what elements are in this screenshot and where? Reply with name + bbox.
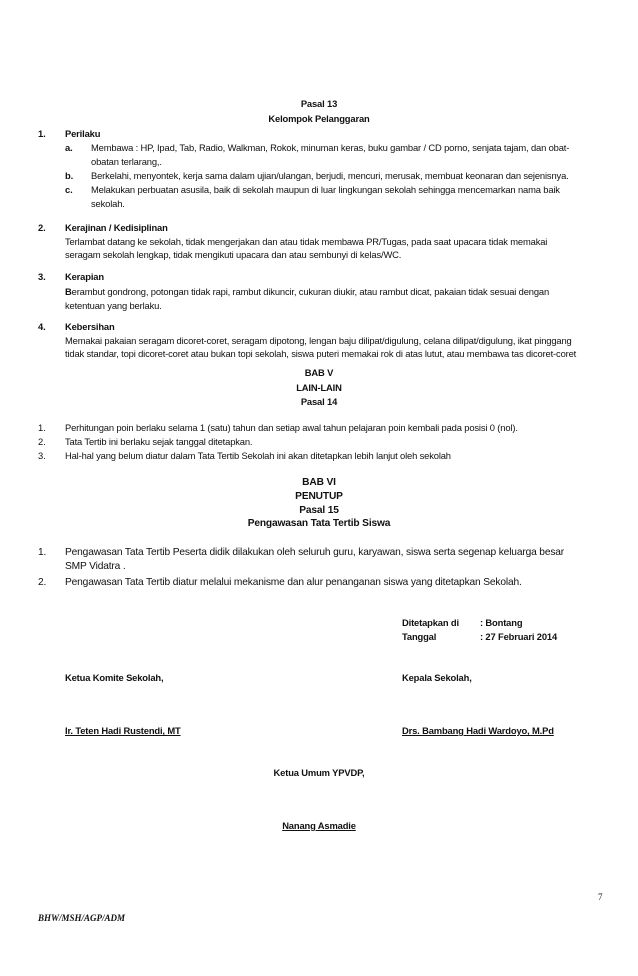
- bab-6-pasal: Pasal 15: [299, 505, 339, 516]
- ditetapkan-label: Ditetapkan di: [402, 617, 459, 628]
- bab-5-item-1-text: Perhitungan poin berlaku selama 1 (satu) tahun dan setiap awal tahun pelajaran poin kembali pada posisi 0 (nol).: [65, 422, 518, 433]
- ketua-title: Ketua Umum YPVDP,: [273, 767, 365, 778]
- section-3-heading: Kerapian: [65, 271, 104, 282]
- item-b-letter: b.: [65, 170, 74, 181]
- section-4-number: 4.: [38, 321, 46, 332]
- section-4-heading: Kebersihan: [65, 321, 115, 332]
- kepala-name: Drs. Bambang Hadi Wardoyo, M.Pd: [402, 725, 554, 736]
- section-3-number: 3.: [38, 271, 46, 282]
- bab-6-item-2-text: Pengawasan Tata Tertib diatur melalui mekanisme dan alur penanganan siswa yang ditetapkan Sekolah.: [65, 577, 522, 588]
- pasal-13-subtitle: Kelompok Pelanggaran: [268, 113, 370, 124]
- section-3-line-2: ketentuan yang berlaku.: [65, 300, 162, 311]
- item-a-letter: a.: [65, 142, 73, 153]
- section-2-heading: Kerajinan / Kedisiplinan: [65, 222, 168, 233]
- bab-6-item-1-line-2: SMP Vidatra .: [65, 561, 126, 572]
- section-4-line-2: tidak standar, topi dicoret-coret atau bukan topi sekolah, siswa puteri memakai rok di atas lutut, atau membawa tas dicoret-coret: [65, 348, 577, 359]
- bab-5-item-2-text: Tata Tertib ini berlaku sejak tanggal ditetapkan.: [65, 436, 253, 447]
- bab-5-subtitle: LAIN-LAIN: [296, 382, 342, 393]
- bab-6-subtitle: PENUTUP: [295, 491, 343, 502]
- ditetapkan-value: : Bontang: [480, 617, 523, 628]
- ketua-name: Nanang Asmadie: [282, 820, 356, 831]
- document-code: BHW/MSH/AGP/ADM: [38, 913, 126, 923]
- section-2-line-2: seragam sekolah lengkap, tidak mengikuti upacara dan atau sembunyi di kelas/WC.: [65, 249, 402, 260]
- bab-6-item-1-line-1: Pengawasan Tata Tertib Peserta didik dilakukan oleh seluruh guru, karyawan, siswa serta segenap keluarga besar: [65, 547, 565, 558]
- ketua-name-wrap: [0, 819, 638, 832]
- bab-5-item-1-number: 1.: [38, 422, 46, 433]
- page-number: 7: [598, 892, 603, 902]
- item-a-line-2: obatan terlarang,.: [91, 156, 162, 167]
- tanggal-value: : 27 Februari 2014: [480, 631, 558, 642]
- item-b-line-1: Berkelahi, menyontek, kerja sama dalam ujian/ulangan, berjudi, mencuri, merusak, membuat keonaran dan sejenisnya.: [91, 170, 569, 181]
- tanggal-label: Tanggal: [402, 631, 437, 642]
- item-c-letter: c.: [65, 184, 73, 195]
- komite-title: Ketua Komite Sekolah,: [65, 672, 164, 683]
- section-3-line-1-text: erambut gondrong, potongan tidak rapi, rambut dikuncir, cukuran diukir, atau rambut dicat, pakaian tidak sesuai dengan: [71, 286, 550, 297]
- section-2-line-1: Terlambat datang ke sekolah, tidak mengerjakan dan atau tidak membawa PR/Tugas, pada saat upacara tidak memakai: [65, 236, 548, 247]
- bab-5-pasal: Pasal 14: [300, 396, 338, 407]
- bab-5-item-3-number: 3.: [38, 450, 46, 461]
- section-3-drop-letter: B: [65, 286, 72, 297]
- kepala-title: Kepala Sekolah,: [402, 672, 472, 683]
- item-c-line-1: Melakukan perbuatan asusila, baik di sekolah maupun di luar lingkungan sekolah sehingga mencemarkan nama baik: [91, 184, 560, 195]
- section-1-heading: Perilaku: [65, 128, 101, 139]
- item-a-line-1: Membawa : HP, Ipad, Tab, Radio, Walkman, Rokok, minuman keras, buku gambar / CD porno, senjata tajam, dan obat-: [91, 142, 570, 153]
- bab-5-item-2-number: 2.: [38, 436, 46, 447]
- bab-6-item-1-number: 1.: [38, 547, 47, 558]
- section-4-line-1: Memakai pakaian seragam dicoret-coret, seragam dipotong, lengan baju dilipat/digulung, celana dilipat/digulung, ikat pinggang: [65, 335, 572, 346]
- section-3-line-1: [65, 285, 549, 298]
- bab-6-heading: Pengawasan Tata Tertib Siswa: [247, 518, 391, 529]
- section-1-number: 1.: [38, 128, 46, 139]
- section-2-number: 2.: [38, 222, 46, 233]
- bab-5-item-3-text: Hal-hal yang belum diatur dalam Tata Tertib Sekolah ini akan ditetapkan lebih lanjut oleh sekolah: [65, 450, 451, 461]
- item-c-line-2: sekolah.: [91, 198, 125, 209]
- pasal-13-title: Pasal 13: [300, 98, 338, 109]
- bab-6-item-2-number: 2.: [38, 577, 47, 588]
- komite-name: Ir. Teten Hadi Rustendi, MT: [65, 725, 181, 736]
- bab-5-title: BAB V: [304, 367, 334, 378]
- bab-6-title: BAB VI: [302, 477, 336, 488]
